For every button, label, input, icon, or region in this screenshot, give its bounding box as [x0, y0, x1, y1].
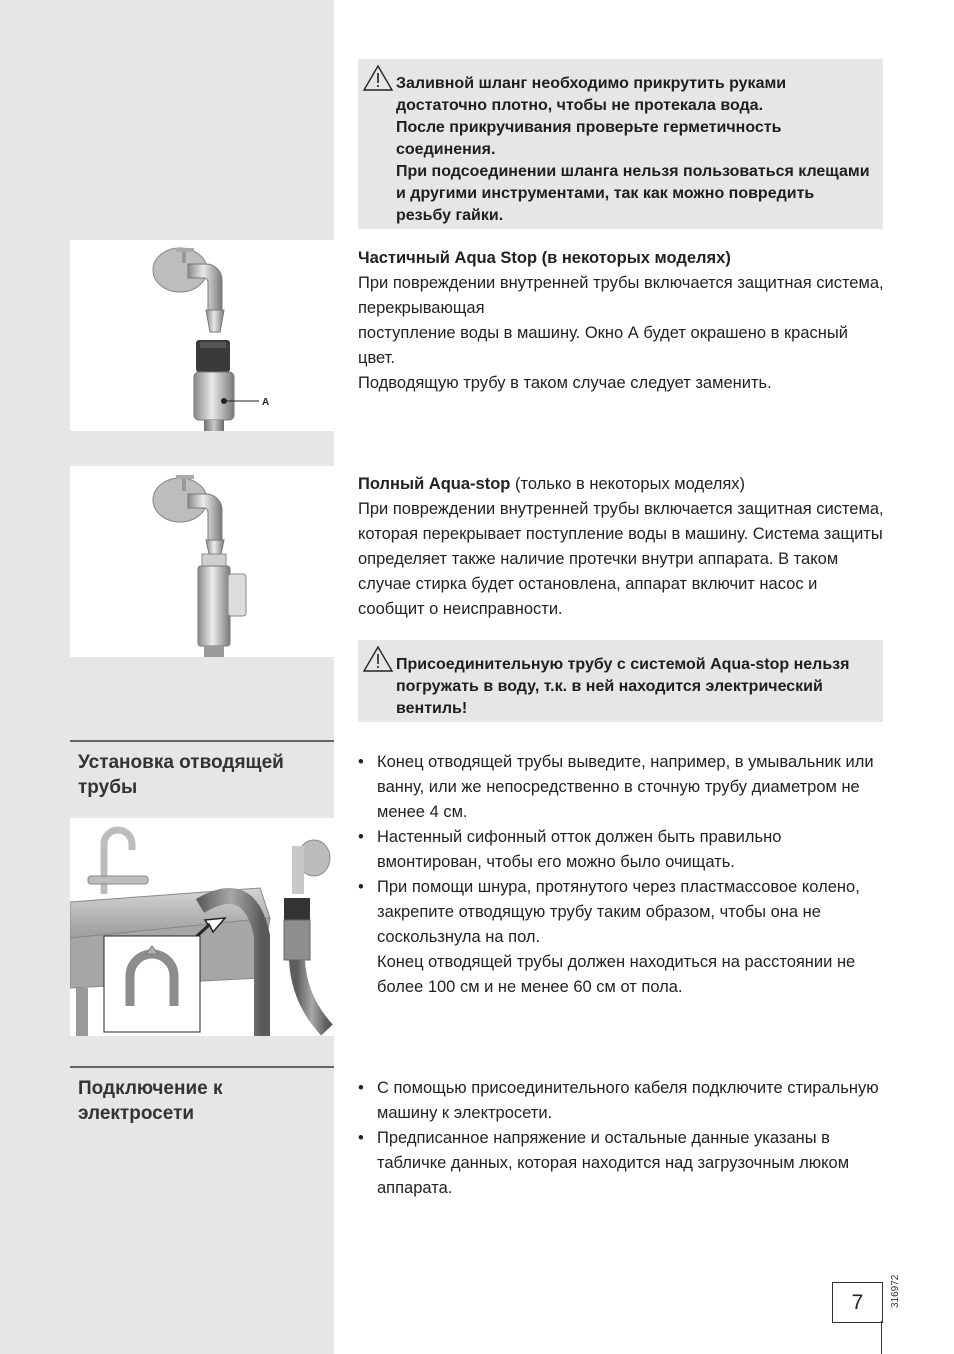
section-subtitle	[358, 472, 888, 497]
warning-box-aquastop	[358, 640, 883, 722]
figure-label-a: A	[262, 397, 270, 408]
warning-box-hose	[358, 59, 883, 229]
list-item: • При помощи шнура, протянутого через пластмассовое колено, закрепите отводящую трубу таким образом, чтобы она не соскользнула на пол.	[358, 875, 888, 950]
page-number: 7	[832, 1282, 883, 1323]
figure-partial-aquastop	[70, 240, 334, 431]
body-line: Подводящую трубу в таком случае следует заменить.	[358, 374, 772, 392]
warning-line: При подсоединении шланга нельзя пользоваться клещами и другими инструментами, так как можно повредить резьбу гайки.	[396, 163, 870, 224]
drain-bullets	[358, 750, 888, 950]
power-bullets	[358, 1076, 888, 1201]
subtitle-rest: (только в некоторых моделях)	[510, 475, 746, 493]
page-marker-line	[881, 1321, 882, 1354]
document-code-text: 316972	[890, 1274, 901, 1308]
left-sidebar	[0, 0, 334, 1354]
partial-aquastop-section	[358, 246, 888, 396]
body-line: При повреждении внутренней трубы включается защитная система, перекрывающая	[358, 274, 884, 317]
drain-section-heading	[70, 740, 334, 800]
warning-text: Присоединительную трубу с системой Aqua-stop нельзя погружать в воду, т.к. в ней находится электрический вентиль!	[396, 656, 850, 717]
drain-section-body	[358, 750, 888, 1000]
section-heading: Подключение к электросети	[78, 1078, 223, 1124]
figure-drain-hose	[70, 818, 334, 1036]
figure-full-aquastop	[70, 466, 334, 657]
subtitle-bold: Полный Aqua-stop	[358, 475, 511, 493]
document-code	[884, 1270, 904, 1310]
list-item: • Конец отводящей трубы выведите, например, в умывальник или ванну, или же непосредственно в сточную трубу диаметром не менее 4 см.	[358, 750, 888, 825]
full-aquastop-section	[358, 472, 888, 622]
section-heading: Установка отводящей трубы	[78, 752, 284, 798]
drain-note: Конец отводящей трубы должен находиться на расстоянии не более 100 см и не менее 60 см от пола.	[377, 953, 856, 996]
power-section-body	[358, 1076, 888, 1201]
section-subtitle: Частичный Aqua Stop (в некоторых моделях)	[358, 249, 731, 267]
list-item: • С помощью присоединительного кабеля подключите стиральную машину к электросети.	[358, 1076, 888, 1126]
list-item: • Предписанное напряжение и остальные данные указаны в табличке данных, которая находится над загрузочным люком аппарата.	[358, 1126, 888, 1201]
warning-text	[396, 73, 873, 227]
warning-triangle-icon	[362, 644, 394, 674]
list-item: • Настенный сифонный отток должен быть правильно вмонтирован, чтобы его можно было очищать.	[358, 825, 888, 875]
power-section-heading	[70, 1066, 334, 1126]
warning-line: После прикручивания проверьте герметичность соединения.	[396, 119, 782, 158]
body-line: поступление воды в машину. Окно А будет окрашено в красный цвет.	[358, 324, 848, 367]
body-text: При повреждении внутренней трубы включается защитная система, которая перекрывает поступление воды в машину. Система защиты определяет также наличие протечки внутри аппарата. В таком случае стирка будет остановлена, аппарат включит насос и сообщит о неисправности.	[358, 500, 884, 618]
warning-triangle-icon	[362, 63, 394, 93]
warning-line: Заливной шланг необходимо прикрутить руками достаточно плотно, чтобы не протекала вода.	[396, 75, 787, 114]
